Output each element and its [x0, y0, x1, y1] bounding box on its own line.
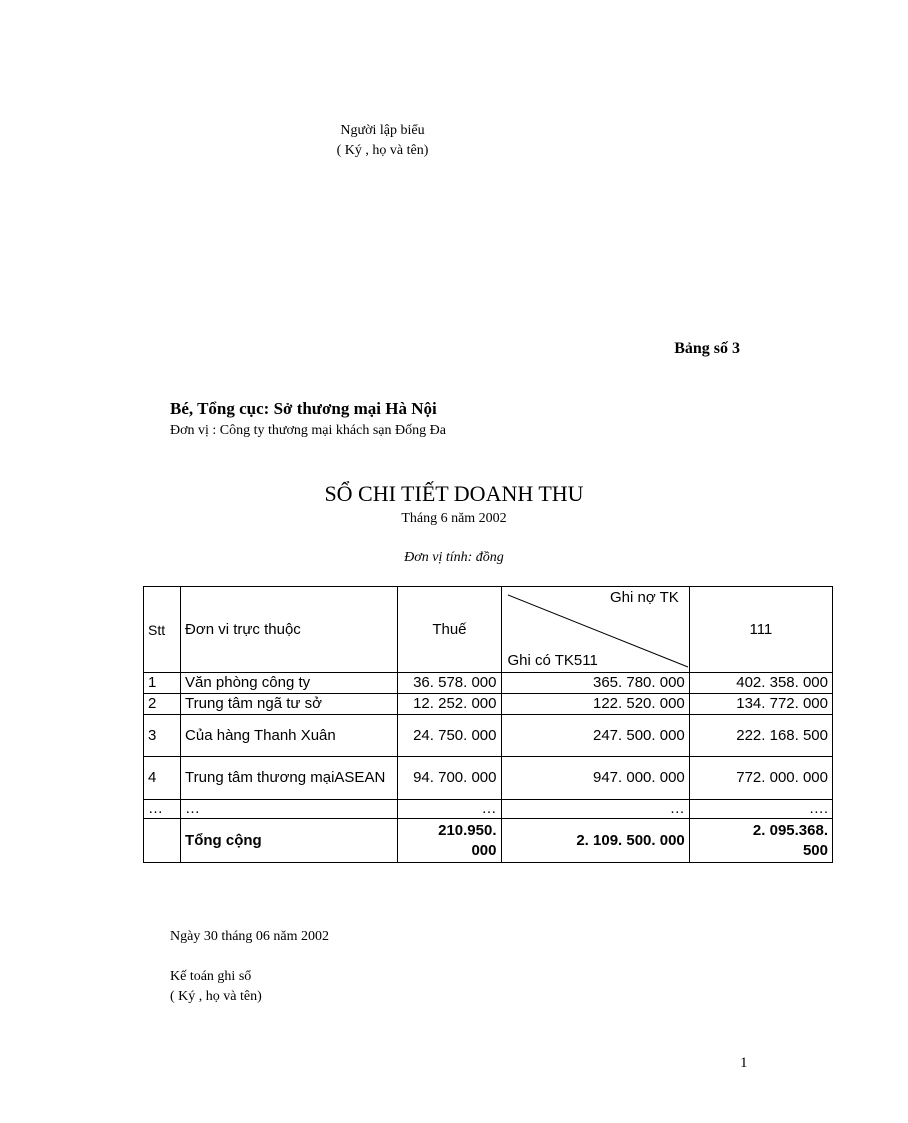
cell-stt: …: [144, 800, 181, 819]
table-row: [144, 694, 833, 715]
total-account-111: [689, 819, 832, 863]
total-stt-empty: [144, 819, 181, 863]
table-row: [144, 715, 833, 757]
cell-revenue: 122. 520. 000: [501, 694, 689, 715]
cell-unit: Văn phòng công ty: [181, 673, 398, 694]
total-tax-line2: 000: [471, 841, 497, 859]
cell-revenue: 947. 000. 000: [501, 757, 689, 800]
header-credit: Ghi có TK511: [507, 652, 598, 669]
header-stt: Stt: [144, 587, 181, 673]
page-number: 1: [740, 1055, 748, 1071]
cell-stt: 4: [144, 757, 181, 800]
preparer-note: ( Ký , họ và tên): [336, 143, 429, 158]
document-period: Tháng 6 năm 2002: [401, 511, 507, 526]
table-row: [144, 757, 833, 800]
header-tax: Thuế: [398, 587, 501, 673]
cell-account-111: ….: [689, 800, 832, 819]
total-account-111-line1: 2. 095.368.: [752, 821, 828, 839]
preparer-title: Người lập biểu: [340, 123, 425, 138]
cell-revenue: 247. 500. 000: [501, 715, 689, 757]
total-row: [144, 819, 833, 863]
cell-revenue: 365. 780. 000: [501, 673, 689, 694]
total-account-111-line2: 500: [802, 841, 828, 859]
cell-account-111: 772. 000. 000: [689, 757, 832, 800]
preparer-signature-block: [300, 121, 465, 161]
unit-line: Đơn vị : Công ty thương mại khách sạn Đống Đa: [170, 423, 446, 438]
cell-account-111: 134. 772. 000: [689, 694, 832, 715]
total-label: Tổng cộng: [181, 819, 398, 863]
cell-tax: 12. 252. 000: [398, 694, 501, 715]
cell-unit: Trung tâm thương mạiASEAN: [181, 757, 398, 800]
cell-tax: 36. 578. 000: [398, 673, 501, 694]
table-row: [144, 673, 833, 694]
table-number: Bảng số 3: [674, 340, 740, 357]
total-tax: [398, 819, 501, 863]
cell-tax: 24. 750. 000: [398, 715, 501, 757]
cell-stt: 1: [144, 673, 181, 694]
cell-revenue: …: [501, 800, 689, 819]
total-revenue: 2. 109. 500. 000: [501, 819, 689, 863]
accountant-title: Kế toán ghi sổ: [170, 969, 252, 984]
cell-stt: 2: [144, 694, 181, 715]
revenue-ledger-table: [143, 586, 833, 863]
document-date: Ngày 30 tháng 06 năm 2002: [170, 929, 330, 944]
cell-tax: …: [398, 800, 501, 819]
cell-unit: Trung tâm ngã tư sở: [181, 694, 398, 715]
cell-account-111: 402. 358. 000: [689, 673, 832, 694]
accountant-note: ( Ký , họ và tên): [170, 989, 262, 1004]
accountant-signature-block: [170, 967, 262, 1007]
header-debit: Ghi nợ TK: [610, 589, 679, 606]
organization-line: Bé, Tổng cục: Sở thương mại Hà Nội: [170, 399, 437, 418]
header-account-111: 111: [689, 587, 832, 673]
cell-account-111: 222. 168. 500: [689, 715, 832, 757]
document-title: SỔ CHI TIẾT DOANH THU: [324, 481, 584, 506]
cell-stt: 3: [144, 715, 181, 757]
total-tax-line1: 210.950.: [438, 821, 497, 839]
header-unit: Đơn vi trực thuộc: [181, 587, 398, 673]
table-header-row: [144, 587, 833, 673]
currency-unit: Đơn vị tính: đồng: [404, 550, 504, 565]
table-row: [144, 800, 833, 819]
cell-tax: 94. 700. 000: [398, 757, 501, 800]
header-diagonal-cell: [501, 587, 689, 673]
cell-unit: …: [181, 800, 398, 819]
cell-unit: Của hàng Thanh Xuân: [181, 715, 398, 757]
